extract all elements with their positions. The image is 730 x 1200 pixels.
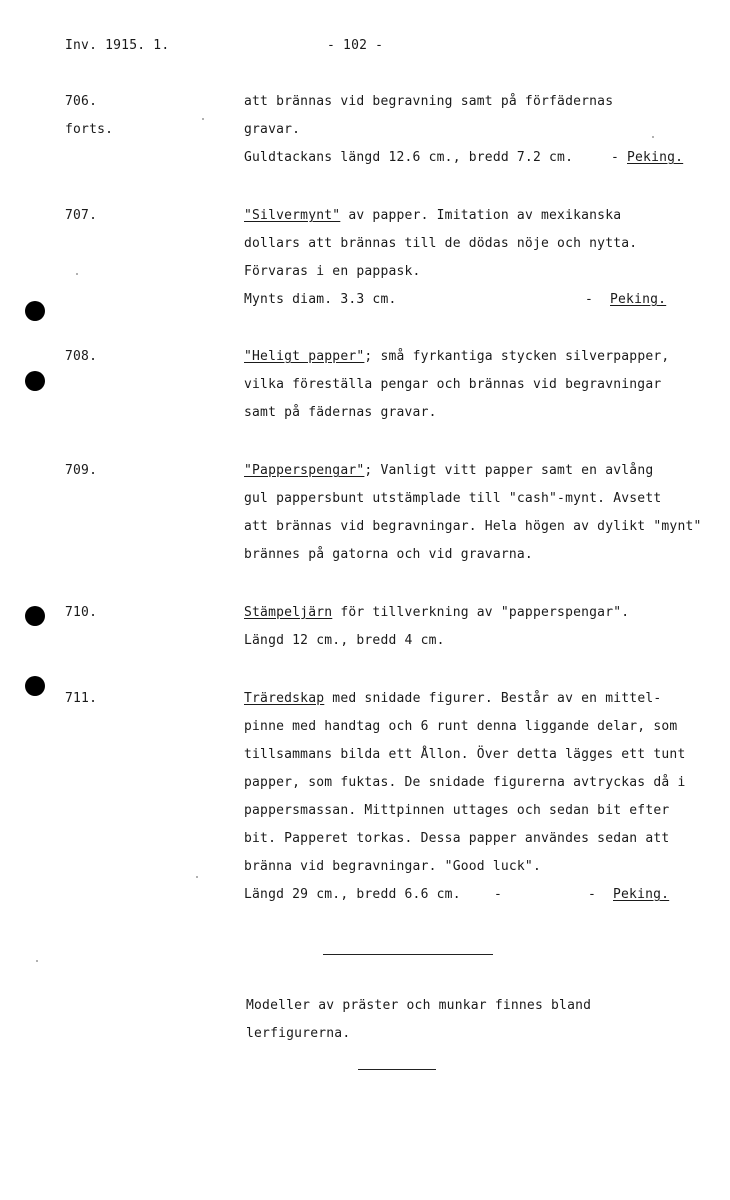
entry-711-measure: Längd 29 cm., bredd 6.6 cm. [244, 887, 461, 902]
entry-707-line-2: dollars att brännas till de dödas nöje och nytta. [244, 236, 638, 251]
entry-706-line-1: att brännas vid begravning samt på förfädernas [244, 94, 614, 109]
entry-711-dash: - [494, 887, 503, 902]
inventory-label: Inv. 1915. 1. [65, 38, 170, 53]
entry-number-707: 707. [65, 208, 98, 223]
entry-711-line-4: papper, som fuktas. De snidade figurerna avtryckas då i [244, 775, 686, 790]
entry-709-term: "Papperspengar" [244, 463, 365, 478]
entry-708-line-2: vilka föreställa pengar och brännas vid begravningar [244, 377, 662, 392]
entry-710-line-2: Längd 12 cm., bredd 4 cm. [244, 633, 445, 648]
entry-711-line-1 [244, 691, 661, 706]
entry-710-term: Stämpeljärn [244, 605, 333, 620]
entry-711-line-3: tillsammans bilda ett Ållon. Över detta lägges ett tunt [244, 747, 686, 762]
entry-708-line-3: samt på fädernas gravar. [244, 405, 437, 420]
entry-number-711: 711. [65, 691, 98, 706]
entry-709-line-4: brännes på gatorna och vid gravarna. [244, 547, 533, 562]
entry-707-term: "Silvermynt" [244, 208, 341, 223]
entry-709-line-3: att brännas vid begravningar. Hela högen av dylikt "mynt" [244, 519, 702, 534]
entry-continued-label: forts. [65, 122, 114, 137]
entry-711-line-5: pappersmassan. Mittpinnen uttages och sedan bit efter [244, 803, 670, 818]
entry-706-place: Peking. [627, 150, 684, 165]
page-number: - 102 - [327, 38, 384, 53]
entry-number-706: 706. [65, 94, 98, 109]
entry-number-710: 710. [65, 605, 98, 620]
entry-711-line-7: bränna vid begravningar. "Good luck". [244, 859, 541, 874]
entry-710-line-1 [244, 605, 629, 620]
speck [202, 118, 204, 120]
entry-708-term: "Heligt papper" [244, 349, 365, 364]
entry-710-text: för tillverkning av "papperspengar". [332, 605, 630, 620]
entry-707-line-3: Förvaras i en pappask. [244, 264, 421, 279]
entry-706-line-2: gravar. [244, 122, 301, 137]
entry-711-term: Träredskap [244, 691, 325, 706]
entry-706-dash: - [611, 150, 620, 165]
punch-hole-3 [25, 606, 45, 626]
punch-hole-4 [25, 676, 45, 696]
entry-709-line-1 [244, 463, 653, 478]
speck [196, 876, 198, 878]
entry-706-measure: Guldtackans längd 12.6 cm., bredd 7.2 cm. [244, 150, 574, 165]
entry-708-text: ; små fyrkantiga stycken silverpapper, [364, 349, 670, 364]
entry-711-text: med snidade figurer. Består av en mittel- [324, 691, 662, 706]
entry-number-708: 708. [65, 349, 98, 364]
entry-707-measure: Mynts diam. 3.3 cm. [244, 292, 397, 307]
speck [76, 273, 78, 275]
end-rule [358, 1069, 436, 1070]
entry-711-dash-2: - [588, 887, 597, 902]
entry-708-line-1 [244, 349, 669, 364]
speck [652, 136, 654, 138]
entry-707-dash: - [585, 292, 594, 307]
footnote-line-2: lerfigurerna. [246, 1026, 351, 1041]
entry-707-line-1 [244, 208, 621, 223]
entry-711-place: Peking. [613, 887, 670, 902]
speck [36, 960, 38, 962]
entry-711-line-6: bit. Papperet torkas. Dessa papper användes sedan att [244, 831, 670, 846]
footnote-line-1: Modeller av präster och munkar finnes bland [246, 998, 592, 1013]
entry-707-place: Peking. [610, 292, 667, 307]
entry-711-line-2: pinne med handtag och 6 runt denna liggande delar, som [244, 719, 678, 734]
separator-rule [323, 954, 493, 955]
punch-hole-2 [25, 371, 45, 391]
punch-hole-1 [25, 301, 45, 321]
entry-number-709: 709. [65, 463, 98, 478]
entry-707-text: av papper. Imitation av mexikanska [340, 208, 622, 223]
entry-709-text: ; Vanligt vitt papper samt en avlång [364, 463, 654, 478]
entry-709-line-2: gul pappersbunt utstämplade till "cash"-mynt. Avsett [244, 491, 662, 506]
